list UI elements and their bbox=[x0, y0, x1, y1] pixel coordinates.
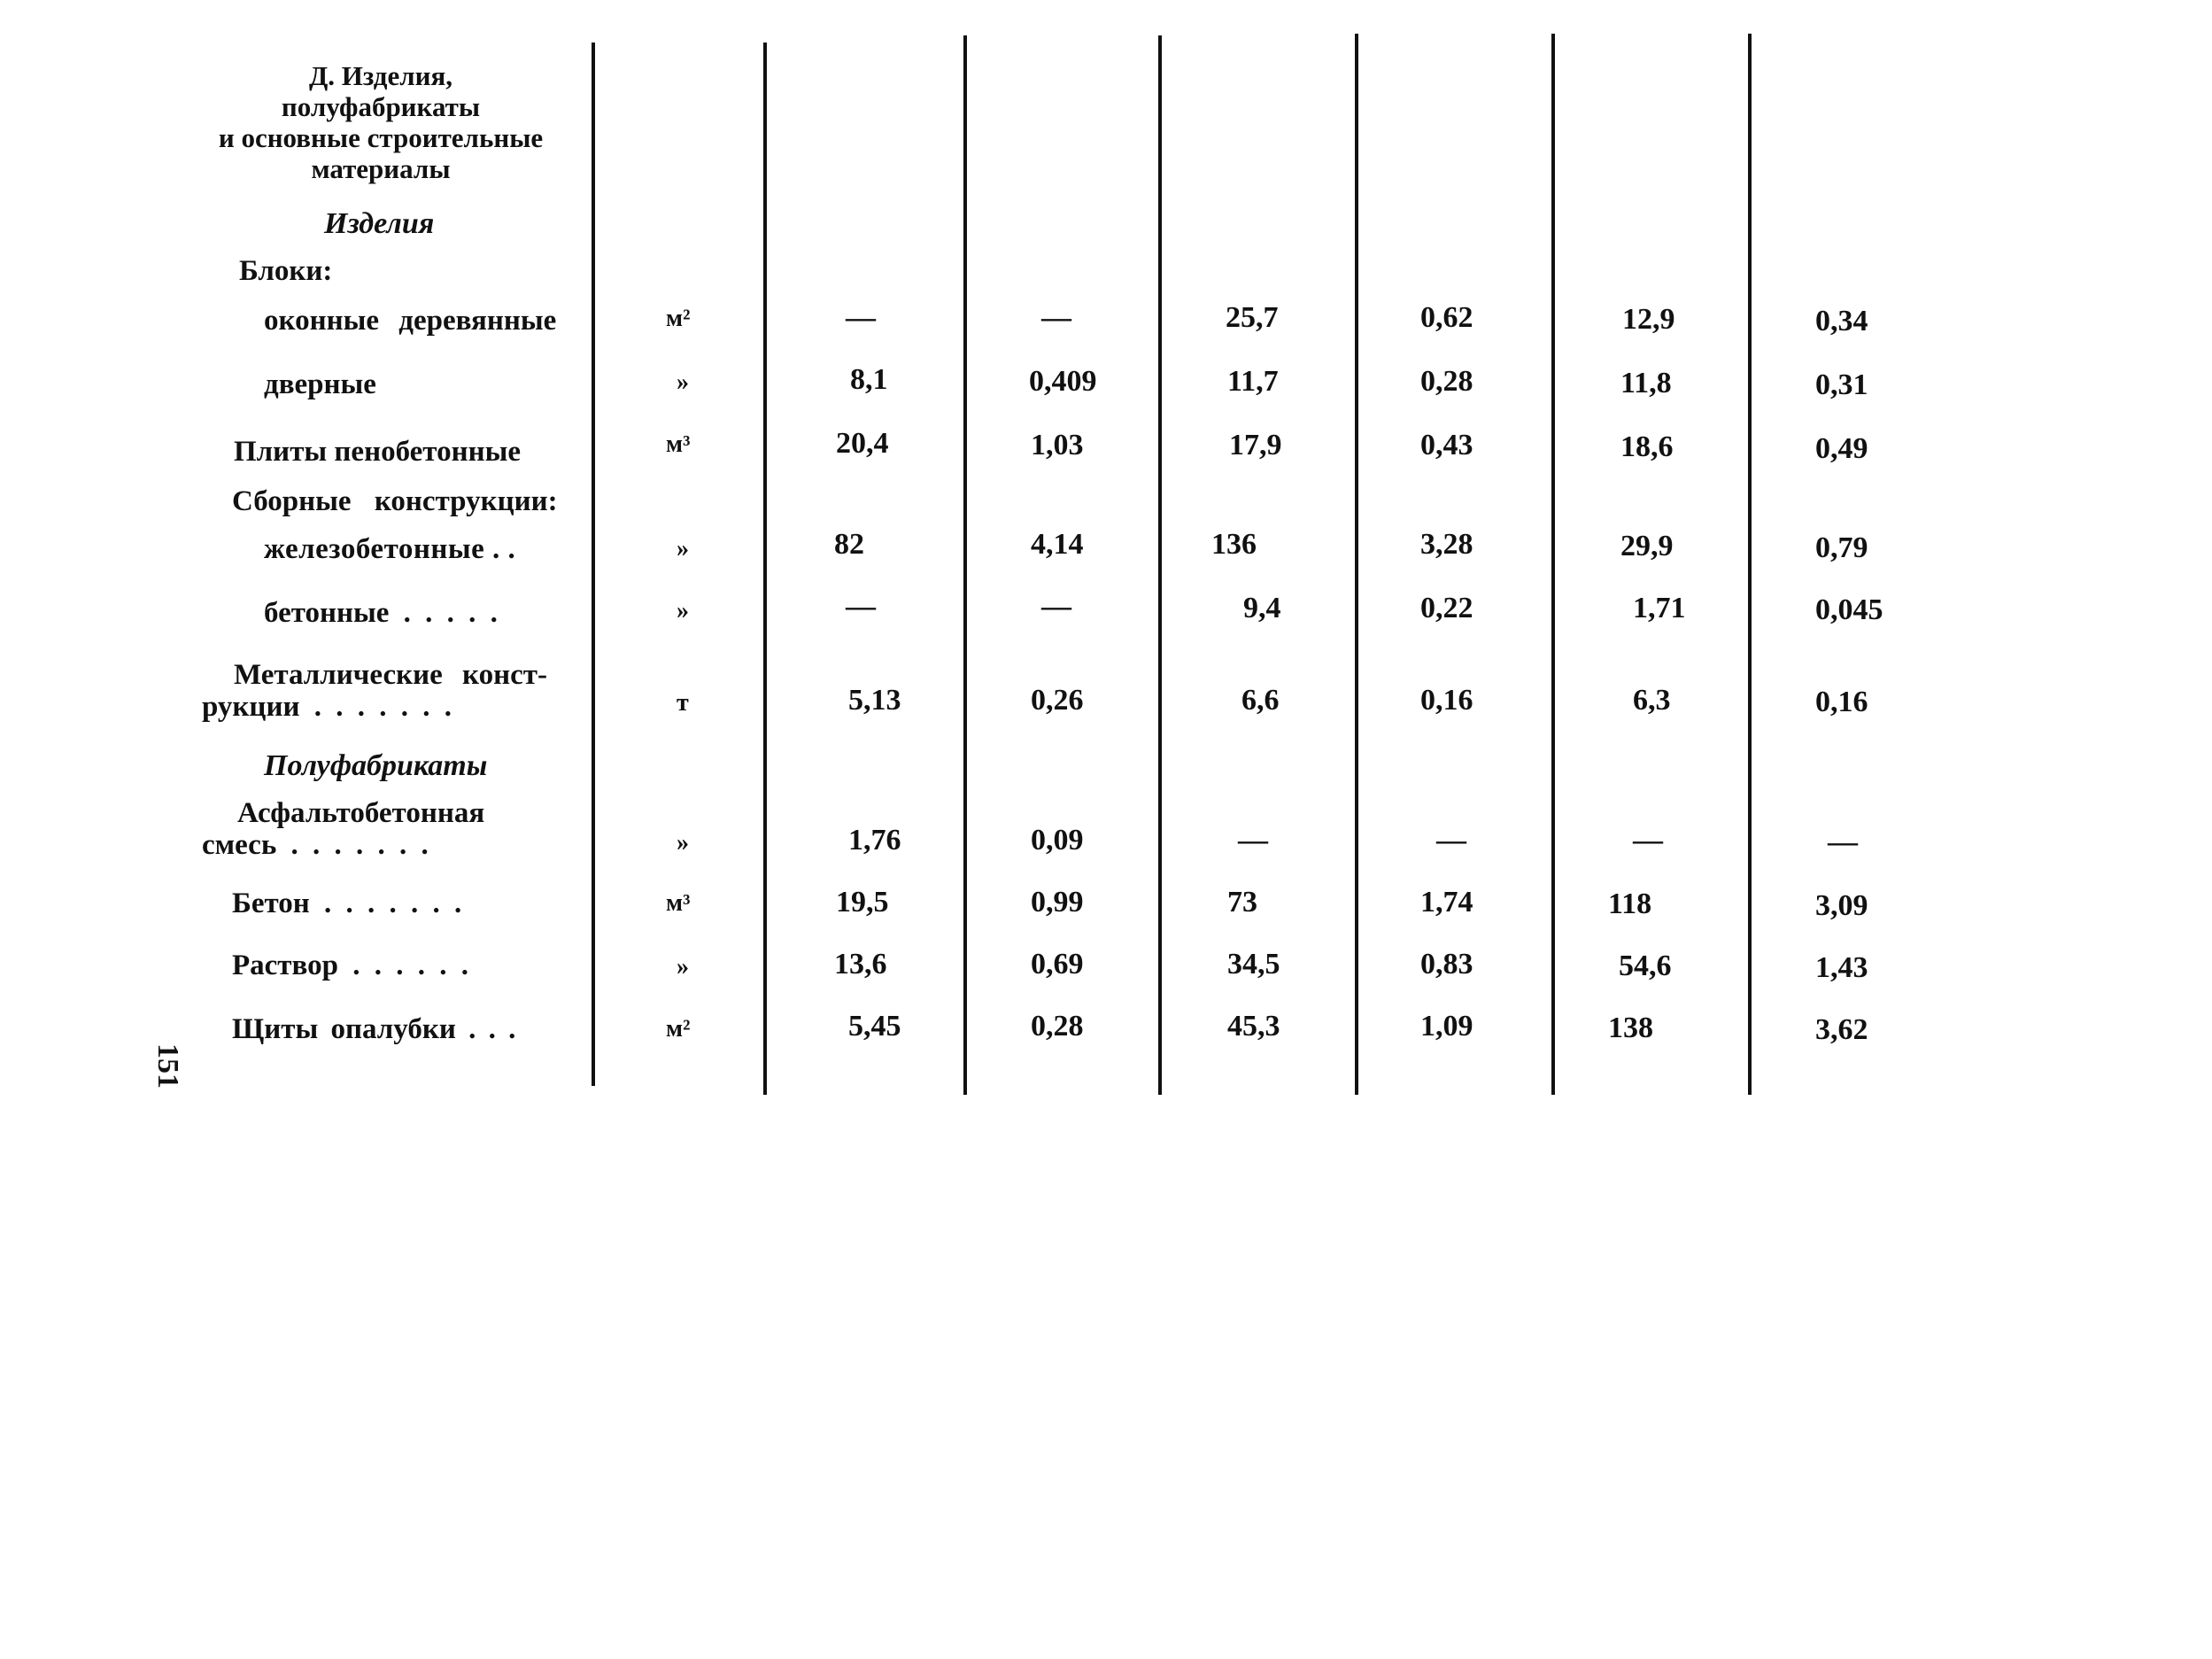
value-cell: 8,1 bbox=[850, 363, 888, 396]
row-label: дверные bbox=[264, 368, 376, 400]
value-cell: 3,62 bbox=[1815, 1013, 1868, 1046]
row-label: Плиты пенобетонные bbox=[234, 436, 522, 468]
value-cell: 5,45 bbox=[848, 1010, 901, 1043]
value-cell: 54,6 bbox=[1619, 950, 1672, 982]
value-cell: — bbox=[1238, 824, 1268, 857]
row-label-line-1: Металлические конст- bbox=[234, 659, 547, 691]
value-cell: — bbox=[1041, 590, 1071, 623]
column-rule-5 bbox=[1355, 34, 1358, 1095]
value-cell: 0,409 bbox=[1029, 365, 1097, 398]
unit-cell: » bbox=[677, 597, 689, 624]
value-cell: 4,14 bbox=[1031, 528, 1084, 561]
value-cell: 0,28 bbox=[1031, 1010, 1084, 1043]
row-label-line-2: смесь . . . . . . . bbox=[202, 829, 429, 861]
section-izdeliya: Изделия bbox=[324, 207, 435, 240]
value-cell: — bbox=[1633, 824, 1663, 857]
value-cell: 0,09 bbox=[1031, 824, 1084, 857]
row-label-line-1: Асфальтобетонная bbox=[237, 797, 485, 829]
value-cell: 0,31 bbox=[1815, 368, 1868, 401]
column-rule-7 bbox=[1748, 34, 1752, 1095]
value-cell: 0,28 bbox=[1420, 365, 1473, 398]
value-cell: 0,69 bbox=[1031, 948, 1084, 981]
unit-cell: м³ bbox=[666, 430, 691, 458]
value-cell: 1,43 bbox=[1815, 951, 1868, 984]
value-cell: 0,43 bbox=[1420, 429, 1473, 461]
value-cell: 1,03 bbox=[1031, 429, 1084, 461]
row-label: бетонные . . . . . bbox=[264, 597, 498, 629]
value-cell: — bbox=[846, 301, 876, 334]
unit-cell: м² bbox=[666, 305, 691, 332]
unit-cell: » bbox=[677, 829, 689, 857]
header-line-4: материалы bbox=[311, 153, 451, 184]
value-cell: 73 bbox=[1227, 886, 1257, 919]
row-label: Бетон . . . . . . . bbox=[232, 888, 462, 919]
value-cell: 1,74 bbox=[1420, 886, 1473, 919]
value-cell: 1,76 bbox=[848, 824, 901, 857]
value-cell: 1,09 bbox=[1420, 1010, 1473, 1043]
unit-cell: т bbox=[677, 689, 689, 717]
value-cell: 25,7 bbox=[1226, 301, 1279, 334]
value-cell: 11,8 bbox=[1620, 367, 1672, 399]
value-cell: 3,28 bbox=[1420, 528, 1473, 561]
value-cell: — bbox=[1436, 824, 1466, 857]
value-cell: 3,09 bbox=[1815, 889, 1868, 922]
row-label: Раствор . . . . . . bbox=[232, 950, 468, 981]
header-line-2: полуфабрикаты bbox=[281, 91, 481, 122]
value-cell: 12,9 bbox=[1622, 303, 1675, 336]
value-cell: 6,3 bbox=[1633, 684, 1671, 717]
value-cell: 138 bbox=[1608, 1012, 1653, 1044]
value-cell: 118 bbox=[1608, 888, 1652, 920]
row-label: железобетонные . . bbox=[264, 533, 516, 565]
column-rule-3 bbox=[963, 35, 967, 1095]
row-label: оконные деревянные bbox=[264, 305, 557, 337]
value-cell: 0,79 bbox=[1815, 531, 1868, 564]
value-cell: 45,3 bbox=[1227, 1010, 1280, 1043]
row-label bbox=[202, 797, 484, 861]
value-cell: 1,71 bbox=[1633, 592, 1686, 624]
row-label: Щиты опалубки . . . bbox=[232, 1013, 516, 1045]
header-line-1: Д. Изделия, bbox=[308, 60, 453, 91]
value-cell: 6,6 bbox=[1241, 684, 1280, 717]
value-cell: — bbox=[1041, 301, 1071, 334]
page-number: 151 bbox=[151, 1043, 184, 1089]
unit-cell: м² bbox=[666, 1015, 691, 1043]
value-cell: 0,26 bbox=[1031, 684, 1084, 717]
value-cell: 0,34 bbox=[1815, 305, 1868, 337]
section-polufabrikaty: Полуфабрикаты bbox=[264, 749, 488, 782]
row-label bbox=[202, 659, 547, 723]
value-cell: 0,99 bbox=[1031, 886, 1084, 919]
value-cell: 29,9 bbox=[1620, 530, 1674, 562]
unit-cell: » bbox=[677, 953, 689, 981]
column-rule-4 bbox=[1158, 35, 1162, 1095]
value-cell: 17,9 bbox=[1229, 429, 1282, 461]
unit-cell: » bbox=[677, 368, 689, 396]
value-cell: 9,4 bbox=[1243, 592, 1281, 624]
value-cell: 5,13 bbox=[848, 684, 901, 717]
column-rule-6 bbox=[1551, 34, 1555, 1095]
value-cell: — bbox=[1828, 826, 1858, 858]
unit-cell: » bbox=[677, 535, 689, 562]
value-cell: 136 bbox=[1211, 528, 1257, 561]
value-cell: 82 bbox=[834, 528, 864, 561]
value-cell: 13,6 bbox=[834, 948, 887, 981]
value-cell: 0,62 bbox=[1420, 301, 1473, 334]
unit-cell: м³ bbox=[666, 889, 691, 917]
row-label-line-2: рукции . . . . . . . bbox=[202, 691, 452, 723]
value-cell: 19,5 bbox=[836, 886, 889, 919]
value-cell: 0,16 bbox=[1420, 684, 1473, 717]
value-cell: 20,4 bbox=[836, 427, 889, 460]
table-header bbox=[177, 60, 584, 184]
value-cell: 11,7 bbox=[1227, 365, 1279, 398]
value-cell: — bbox=[846, 590, 876, 623]
value-cell: 0,83 bbox=[1420, 948, 1473, 981]
column-rule-2 bbox=[763, 43, 767, 1095]
group-bloki: Блоки: bbox=[239, 255, 333, 287]
value-cell: 18,6 bbox=[1620, 430, 1674, 463]
value-cell: 0,16 bbox=[1815, 686, 1868, 718]
group-sbornye: Сборные конструкции: bbox=[232, 485, 558, 517]
header-line-3: и основные строительные bbox=[218, 122, 544, 153]
column-rule-1 bbox=[592, 43, 595, 1086]
value-cell: 0,045 bbox=[1815, 593, 1883, 626]
value-cell: 0,22 bbox=[1420, 592, 1473, 624]
value-cell: 0,49 bbox=[1815, 432, 1868, 465]
value-cell: 34,5 bbox=[1227, 948, 1280, 981]
